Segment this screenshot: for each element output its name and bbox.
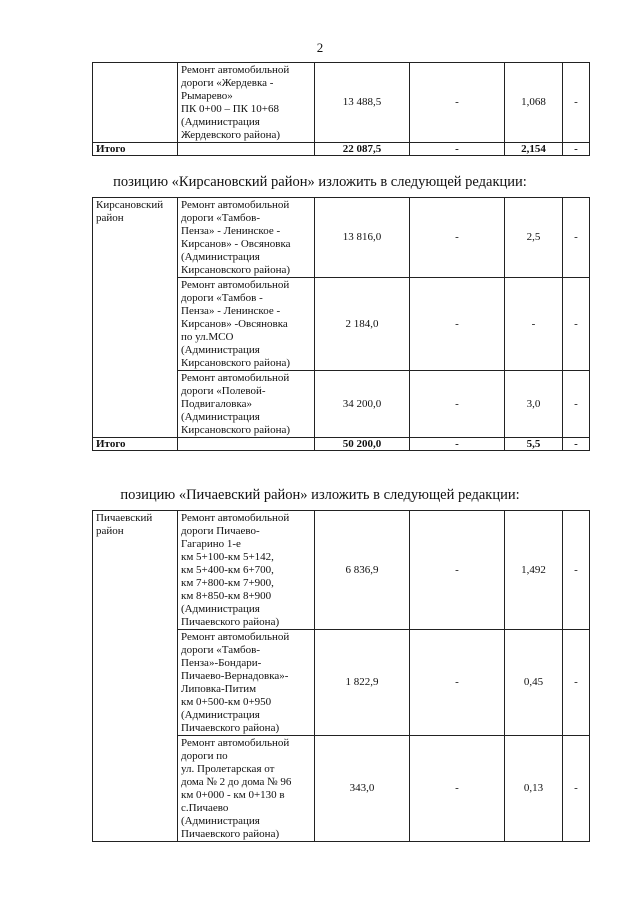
section-heading-kirsanovsky: позицию «Кирсановский район» изложить в следующей редакции:	[113, 174, 527, 190]
col4-cell: -	[410, 630, 505, 736]
total-cost: 50 200,0	[315, 438, 410, 451]
total-row	[93, 143, 590, 156]
total-col6: -	[563, 143, 590, 156]
length-cell: 1,492	[505, 511, 563, 630]
col6-cell: -	[563, 371, 590, 438]
col4-cell: -	[410, 278, 505, 371]
work-description: Ремонт автомобильной дороги Пичаево- Гагарино 1-е км 5+100-км 5+142, км 5+400-км 6+700, км 7+800-км 7+900, км 8+850-км 8+900 (Администрация Пичаевского района)	[178, 511, 315, 630]
table-row	[93, 63, 590, 143]
table-zherdevsky	[92, 62, 590, 156]
length-cell: 0,13	[505, 736, 563, 842]
total-cost: 22 087,5	[315, 143, 410, 156]
cost-cell: 1 822,9	[315, 630, 410, 736]
cost-cell: 2 184,0	[315, 278, 410, 371]
cost-cell: 34 200,0	[315, 371, 410, 438]
work-description: Ремонт автомобильной дороги «Тамбов - Пенза» - Ленинское - Кирсанов» -Овсяновка по ул.МСО (Администрация Кирсановского района)	[178, 278, 315, 371]
cost-cell: 13 488,5	[315, 63, 410, 143]
cost-cell: 343,0	[315, 736, 410, 842]
length-cell: 1,068	[505, 63, 563, 143]
cost-cell: 13 816,0	[315, 198, 410, 278]
total-empty	[178, 438, 315, 451]
col6-cell: -	[563, 278, 590, 371]
work-description: Ремонт автомобильной дороги «Тамбов- Пенза» - Ленинское - Кирсанов» - Овсяновка (Администрация Кирсановского района)	[178, 198, 315, 278]
section-heading-pichaevsky: позицию «Пичаевский район» изложить в следующей редакции:	[120, 487, 520, 503]
region-cell: Пичаевский район	[93, 511, 178, 842]
col4-cell: -	[410, 198, 505, 278]
total-label: Итого	[93, 143, 178, 156]
table-kirsanovsky	[92, 197, 590, 451]
page-number: 2	[316, 40, 324, 55]
total-length: 5,5	[505, 438, 563, 451]
col6-cell: -	[563, 63, 590, 143]
total-col6: -	[563, 438, 590, 451]
col4-cell: -	[410, 371, 505, 438]
col6-cell: -	[563, 511, 590, 630]
col4-cell: -	[410, 736, 505, 842]
total-label: Итого	[93, 438, 178, 451]
table-row	[93, 198, 590, 278]
length-cell: 2,5	[505, 198, 563, 278]
col6-cell: -	[563, 630, 590, 736]
table-pichaevsky	[92, 510, 590, 842]
total-col4: -	[410, 143, 505, 156]
col6-cell: -	[563, 736, 590, 842]
total-col4: -	[410, 438, 505, 451]
work-description: Ремонт автомобильной дороги «Жердевка - Рымарево» ПК 0+00 – ПК 10+68 (Администрация Жердевского района)	[178, 63, 315, 143]
col4-cell: -	[410, 63, 505, 143]
region-cell: Кирсановский район	[93, 198, 178, 438]
total-row	[93, 438, 590, 451]
length-cell: 0,45	[505, 630, 563, 736]
col4-cell: -	[410, 511, 505, 630]
table-row	[93, 511, 590, 630]
work-description: Ремонт автомобильной дороги «Тамбов- Пенза»-Бондари- Пичаево-Вернадовка»- Липовка-Питим км 0+500-км 0+950 (Администрация Пичаевского района)	[178, 630, 315, 736]
work-description: Ремонт автомобильной дороги «Полевой- Подвигаловка» (Администрация Кирсановского района)	[178, 371, 315, 438]
total-length: 2,154	[505, 143, 563, 156]
col6-cell: -	[563, 198, 590, 278]
region-cell	[93, 63, 178, 143]
work-description: Ремонт автомобильной дороги по ул. Пролетарская от дома № 2 до дома № 96 км 0+000 - км 0+130 в с.Пичаево (Администрация Пичаевского района)	[178, 736, 315, 842]
cost-cell: 6 836,9	[315, 511, 410, 630]
length-cell: -	[505, 278, 563, 371]
length-cell: 3,0	[505, 371, 563, 438]
total-empty	[178, 143, 315, 156]
